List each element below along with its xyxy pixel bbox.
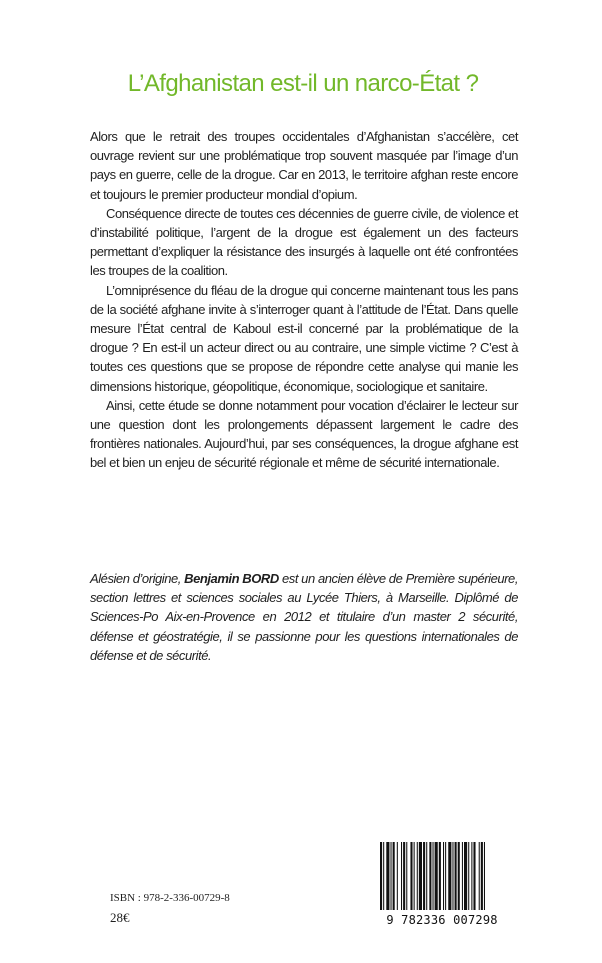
barcode-bar	[429, 842, 431, 910]
back-cover-summary	[90, 127, 518, 473]
barcode	[372, 830, 512, 930]
book-title: L’Afghanistan est-il un narco-État ?	[127, 70, 479, 97]
barcode-bar	[471, 842, 472, 910]
barcode-bar	[468, 842, 469, 910]
barcode-bar	[479, 842, 480, 910]
isbn-label: ISBN : 978-2-336-00729-8	[110, 892, 230, 904]
barcode-bar	[481, 842, 483, 910]
barcode-bar	[386, 842, 389, 910]
price-label: 28€	[110, 910, 130, 925]
barcode-bar	[435, 842, 438, 910]
barcode-bar	[391, 842, 392, 910]
summary-paragraph-1: Alors que le retrait des troupes occidentales d’Afghanistan s’accélère, cet ouvrage revient sur une problématique trop souvent masquée par l’image d’un pays en guerre, celle de la drogue. Car en 2013, le territoire afghan reste encore et toujours le premier producteur mondial d’opium.	[90, 129, 518, 202]
barcode-bar	[448, 842, 451, 910]
barcode-bar	[417, 842, 418, 910]
barcode-bar	[464, 842, 467, 910]
barcode-bar	[426, 842, 427, 910]
summary-paragraph-3: L’omniprésence du fléau de la drogue qui concerne maintenant tous les pans de la société afghane invite à s’interroger quant à l’attitude de l’État. Dans quelle mesure l’État central de Kaboul est-il concerné par la problématique de la drogue ? En est-il un acteur direct ou au contraire, une simple victime ? C’est à toutes ces questions que se propose de répondre cette analyse qui manie les dimensions historique, géopolitique, économique, sociologique et sanitaire.	[90, 282, 518, 394]
barcode-bar	[401, 842, 402, 910]
bio-text: est un ancien élève de Première supérieure, section lettres et sciences sociales au Lycée Thiers, à Marseille. Diplômé de Sciences-Po Aix-en-Provence en 2012 et titulaire d’un master 2 sécurité, défense et géostratégie, il se passionne pour les questions internationales de défense et de sécurité.	[90, 571, 519, 663]
barcode-bar	[462, 842, 463, 910]
barcode-bar	[423, 842, 425, 910]
barcode-bar	[414, 842, 415, 910]
barcode-digits: 9 782336 007298	[386, 913, 498, 927]
barcode-bar	[433, 842, 434, 910]
barcode-bar	[452, 842, 453, 910]
barcode-bar	[397, 842, 398, 910]
barcode-bar	[403, 842, 405, 910]
barcode-bar	[410, 842, 412, 910]
barcode-bar	[455, 842, 457, 910]
barcode-bar	[393, 842, 395, 910]
barcode-bar	[439, 842, 441, 910]
bio-intro: Alésien d’origine,	[90, 571, 185, 586]
barcode-bar	[458, 842, 460, 910]
barcode-bar	[443, 842, 444, 910]
barcode-bar	[419, 842, 422, 910]
barcode-bars-icon	[378, 842, 506, 912]
author-name: Benjamin BORD	[184, 571, 279, 586]
barcode-bar	[473, 842, 475, 910]
barcode-bar	[406, 842, 407, 910]
barcode-bar	[383, 842, 384, 910]
barcode-bar	[445, 842, 446, 910]
summary-paragraph-2: Conséquence directe de toutes ces décennies de guerre civile, de violence et d’instabilité politique, l’argent de la drogue est également un des facteurs permettant d’expliquer la résistance des insurgés à laquelle ont été confrontées les troupes de la coalition.	[90, 205, 518, 279]
author-bio	[90, 569, 518, 665]
barcode-bar	[484, 842, 485, 910]
barcode-bar	[380, 842, 382, 910]
summary-paragraph-4: Ainsi, cette étude se donne notamment pour vocation d’éclairer le lecteur sur une question dont les prolongements dépassent largement le cadre des frontières nationales. Aujourd’hui, par ses conséquences, la drogue afghane est bel et bien un enjeu de sécurité régionale et même de sécurité internationale.	[90, 397, 518, 471]
